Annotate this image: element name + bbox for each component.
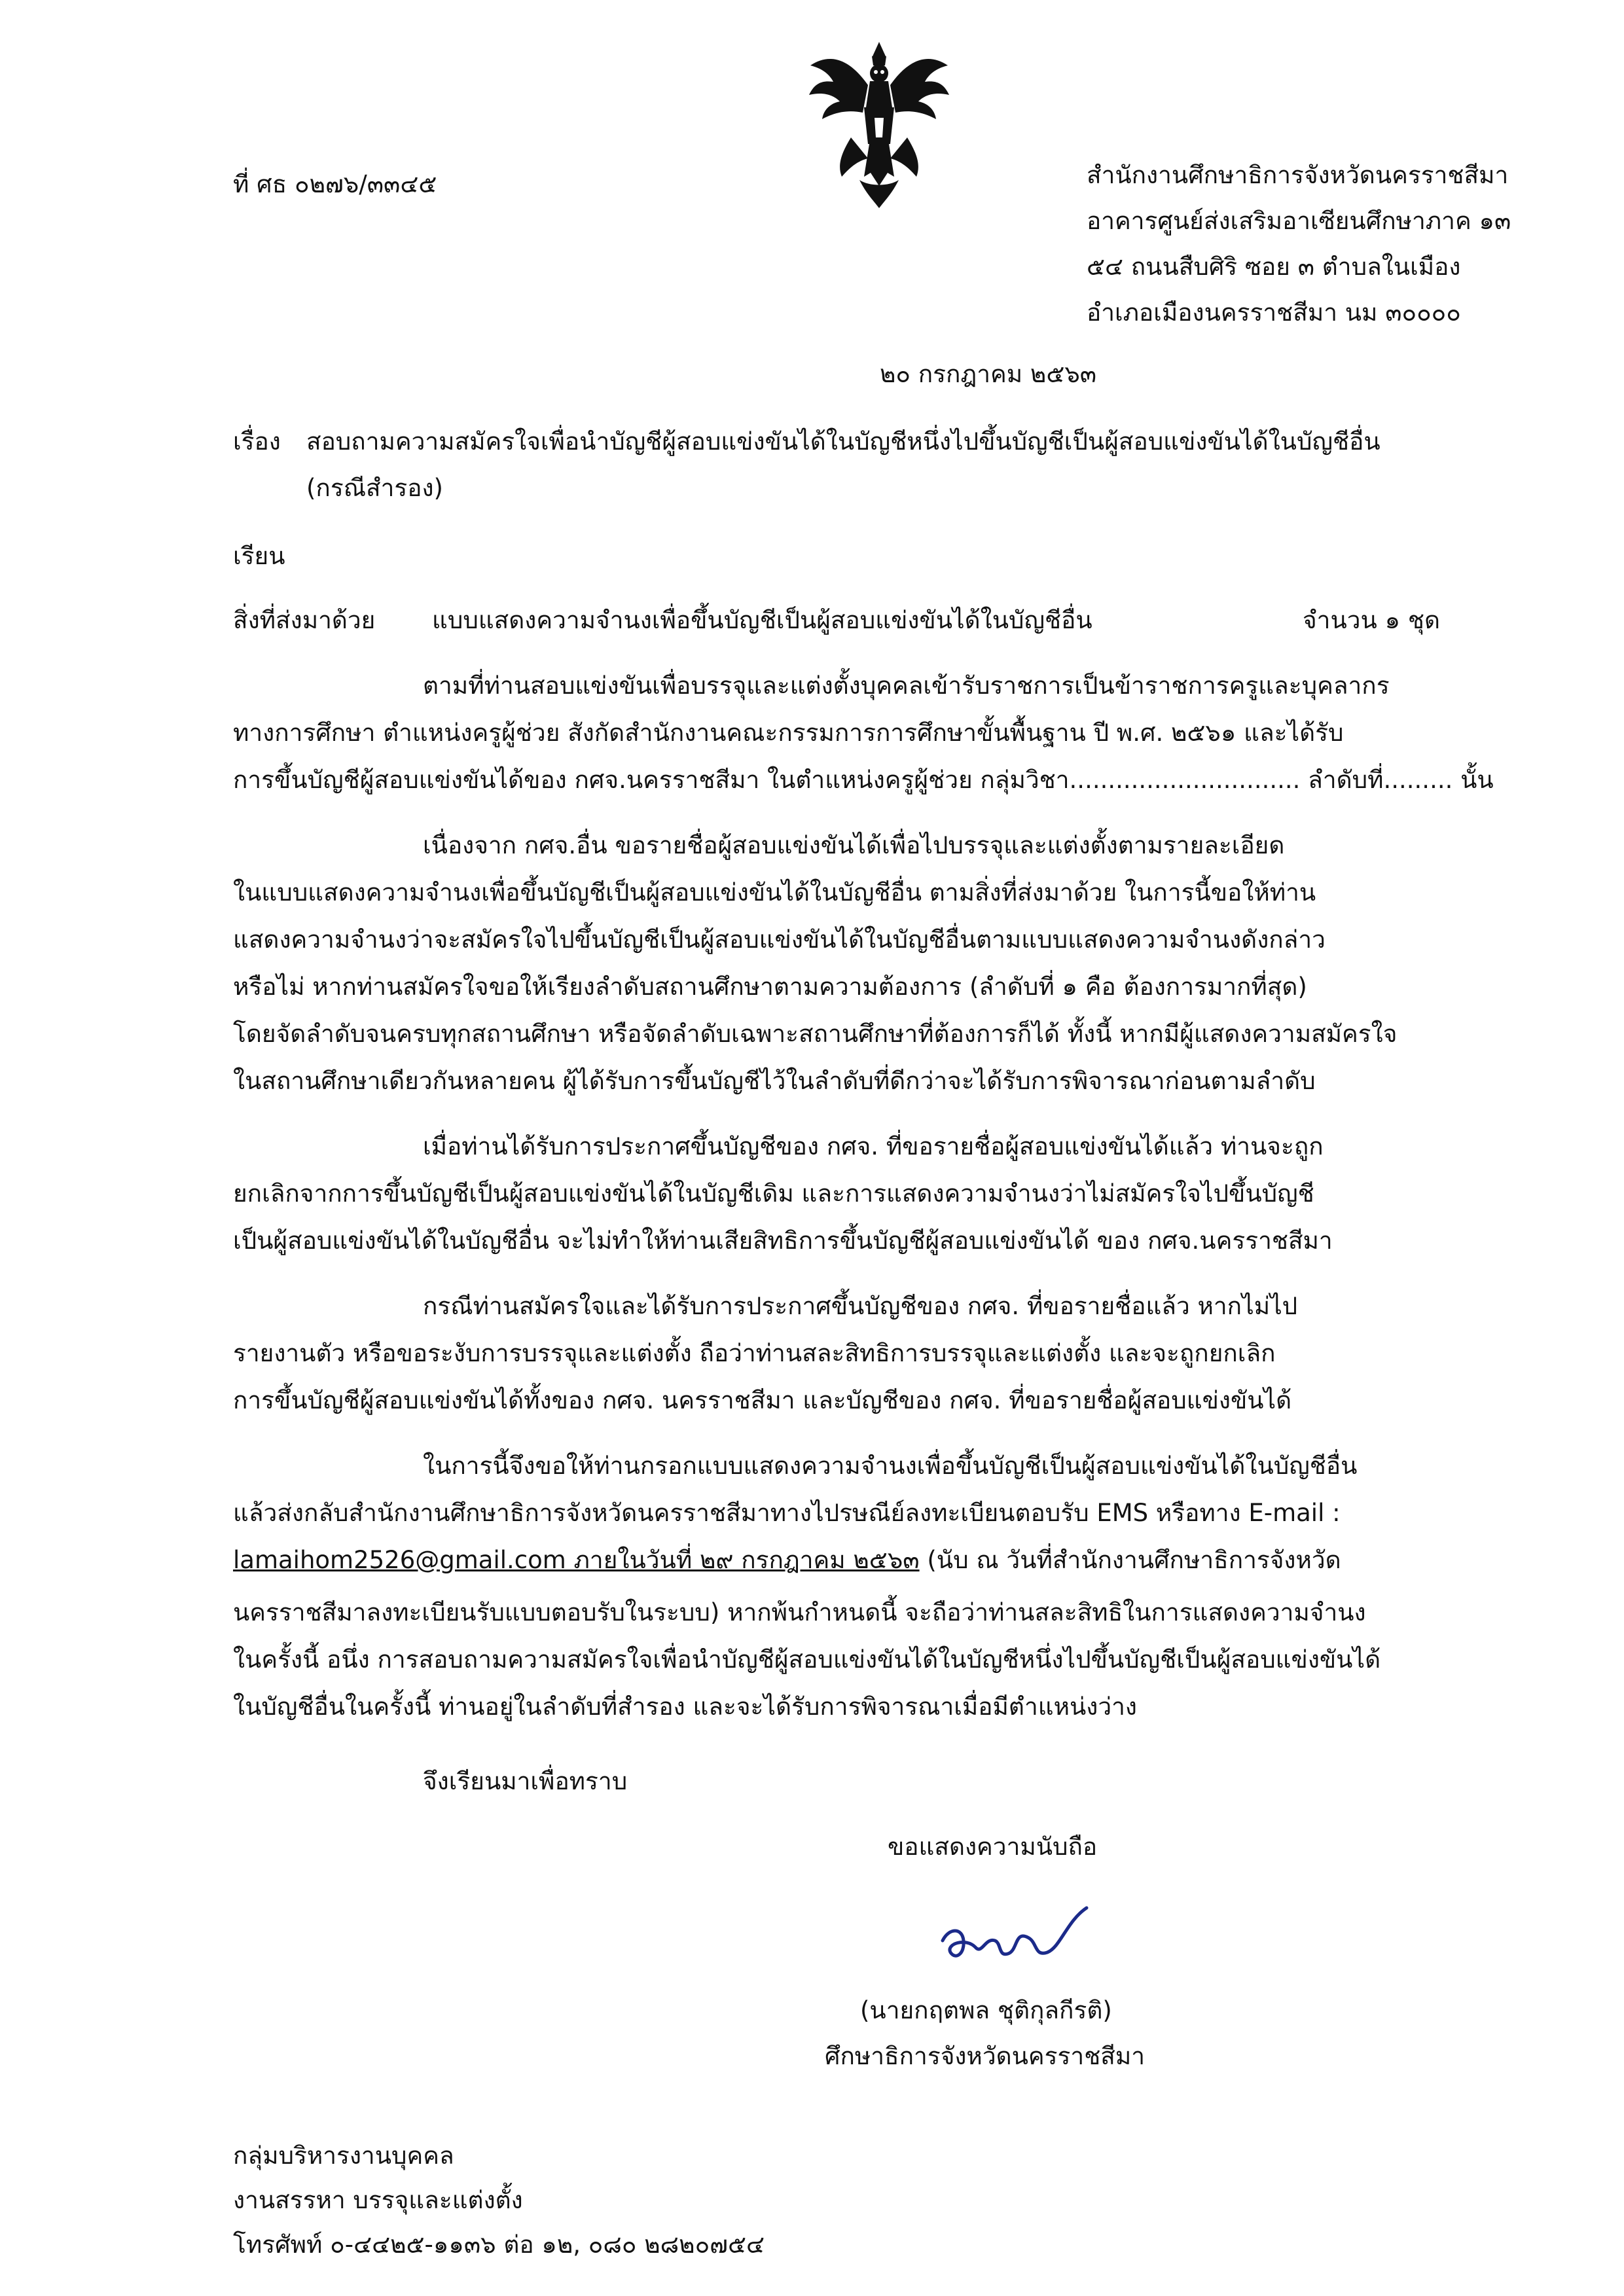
address-line-2: อาคารศูนย์ส่งเสริมอาเซียนศึกษาภาค ๑๓	[1087, 207, 1511, 235]
paragraph-2	[233, 822, 1477, 1105]
email-deadline-link[interactable]: lamaihom2526@gmail.com ภายในวันที่ ๒๙ กรกฎาคม ๒๕๖๓	[233, 1546, 920, 1574]
paragraph-line: แล้วส่งกลับสำนักงานศึกษาธิการจังหวัดนครราชสีมาทางไปรษณีย์ลงทะเบียนตอบรับ EMS หรือทาง E-mail :	[233, 1499, 1341, 1527]
enclosure-label: สิ่งที่ส่งมาด้วย	[233, 606, 376, 634]
subject-line-2: (กรณีสำรอง)	[306, 474, 443, 502]
enclosure-quantity: จำนวน ๑ ชุด	[1303, 606, 1440, 634]
paragraph-line: ในบัญชีอื่นในครั้งนี้ ท่านอยู่ในลำดับที่สำรอง และจะได้รับการพิจารณาเมื่อมีตำแหน่งว่าง	[233, 1693, 1137, 1721]
subject-label: เรื่อง	[233, 427, 281, 456]
paragraph-line: หรือไม่ หากท่านสมัครใจขอให้เรียงลำดับสถานศึกษาตามความต้องการ (ลำดับที่ ๑ คือ ต้องการมากที่สุด)	[233, 973, 1307, 1001]
footer-section: งานสรรหา บรรจุและแต่งตั้ง	[233, 2186, 523, 2214]
paragraph-line: ในแบบแสดงความจำนงเพื่อขึ้นบัญชีเป็นผู้สอบแข่งขันได้ในบัญชีอื่น ตามสิ่งที่ส่งมาด้วย ในการนี้ขอให้ท่าน	[233, 878, 1316, 906]
paragraph-line: เมื่อท่านได้รับการประกาศขึ้นบัญชีของ กศจ. ที่ขอรายชื่อผู้สอบแข่งขันได้แล้ว ท่านจะถูก	[423, 1132, 1324, 1160]
paragraph-line: การขึ้นบัญชีผู้สอบแข่งขันได้ทั้งของ กศจ. นครราชสีมา และบัญชีของ กศจ. ที่ขอรายชื่อผู้สอบแข่งขันได้	[233, 1386, 1292, 1414]
reference-number: ที่ ศธ ๐๒๗๖/๓๓๔๕	[233, 170, 437, 198]
signer-name: (นายกฤตพล ชุติกุลกีรติ)	[860, 1996, 1112, 2024]
address-line-3: ๕๔ ถนนสืบศิริ ซอย ๓ ตำบลในเมือง	[1087, 253, 1461, 281]
paragraph-4	[233, 1283, 1477, 1424]
paragraph-line: ในครั้งนี้ อนึ่ง การสอบถามความสมัครใจเพื่อนำบัญชีผู้สอบแข่งขันได้ในบัญชีหนึ่งไปขึ้นบัญชีเป็นผู้สอบแข่งขันได้	[233, 1645, 1381, 1674]
paragraph-line: รายงานตัว หรือขอระงับการบรรจุและแต่งตั้ง ถือว่าท่านสละสิทธิการบรรจุและแต่งตั้ง และจะถูกยกเลิก	[233, 1339, 1276, 1367]
subject-line-1: สอบถามความสมัครใจเพื่อนำบัญชีผู้สอบแข่งขันได้ในบัญชีหนึ่งไปขึ้นบัญชีเป็นผู้สอบแข่งขันได้ในบัญชีอื่น	[306, 427, 1380, 456]
paragraph-1	[233, 662, 1494, 804]
paragraph-line: นครราชสีมาลงทะเบียนรับแบบตอบรับในระบบ) หากพ้นกำหนดนี้ จะถือว่าท่านสละสิทธิในการแสดงความจำนง	[233, 1598, 1366, 1626]
paragraph-line: ในการนี้จึงขอให้ท่านกรอกแบบแสดงความจำนงเพื่อขึ้นบัญชีเป็นผู้สอบแข่งขันได้ในบัญชีอื่น	[423, 1452, 1358, 1480]
paragraph-line: กรณีท่านสมัครใจและได้รับการประกาศขึ้นบัญชีของ กศจ. ที่ขอรายชื่อแล้ว หากไม่ไป	[423, 1292, 1298, 1320]
paragraph-line: แสดงความจำนงว่าจะสมัครใจไปขึ้นบัญชีเป็นผู้สอบแข่งขันได้ในบัญชีอื่นตามแบบแสดงความจำนงดังกล่าว	[233, 925, 1326, 954]
closing-request: จึงเรียนมาเพื่อทราบ	[423, 1767, 628, 1795]
enclosure-item: แบบแสดงความจำนงเพื่อขึ้นบัญชีเป็นผู้สอบแข่งขันได้ในบัญชีอื่น	[432, 606, 1092, 634]
footer-phone: โทรศัพท์ ๐-๔๔๒๕-๑๑๓๖ ต่อ ๑๒, ๐๘๐ ๒๘๒๐๗๕๔	[233, 2231, 765, 2259]
address-line-1: สำนักงานศึกษาธิการจังหวัดนครราชสีมา	[1087, 161, 1509, 189]
signature-icon	[936, 1901, 1093, 1973]
paragraph-line: โดยจัดลำดับจนครบทุกสถานศึกษา หรือจัดลำดับเฉพาะสถานศึกษาที่ต้องการก็ได้ ทั้งนี้ หากมีผู้แสดงความสมัครใจ	[233, 1020, 1398, 1048]
paragraph-3	[233, 1123, 1477, 1265]
paragraph-line: ในสถานศึกษาเดียวกันหลายคน ผู้ได้รับการขึ้นบัญชีไว้ในลำดับที่ดีกว่าจะได้รับการพิจารณาก่อนตามลำดับ	[233, 1067, 1316, 1095]
paragraph-line: ยกเลิกจากการขึ้นบัญชีเป็นผู้สอบแข่งขันได้ในบัญชีเดิม และการแสดงความจำนงว่าไม่สมัครใจไปขึ้นบัญชี	[233, 1179, 1314, 1208]
closing-phrase: ขอแสดงความนับถือ	[888, 1833, 1098, 1861]
paragraph-line: ทางการศึกษา ตำแหน่งครูผู้ช่วย สังกัดสำนักงานคณะกรรมการการศึกษาขั้นพื้นฐาน ปี พ.ศ. ๒๕๖๑ และได้รับ	[233, 719, 1344, 747]
paragraph-line: การขึ้นบัญชีผู้สอบแข่งขันได้ของ กศจ.นครราชสีมา ในตำแหน่งครูผู้ช่วย กลุ่มวิชา.............................. ลำดับที่......... นั้น	[233, 766, 1494, 794]
paragraph-line: ตามที่ท่านสอบแข่งขันเพื่อบรรจุและแต่งตั้งบุคคลเข้ารับราชการเป็นข้าราชการครูและบุคลากร	[423, 672, 1390, 700]
salutation: เรียน	[233, 542, 285, 570]
paragraph-5	[233, 1443, 1477, 1731]
garuda-emblem-icon	[804, 39, 954, 209]
paragraph-fragment: (นับ ณ วันที่สำนักงานศึกษาธิการจังหวัด	[919, 1546, 1341, 1574]
paragraph-line: เป็นผู้สอบแข่งขันได้ในบัญชีอื่น จะไม่ทำให้ท่านเสียสิทธิการขึ้นบัญชีผู้สอบแข่งขันได้ ของ กศจ.นครราชสีมา	[233, 1227, 1333, 1255]
letter-date: ๒๐ กรกฎาคม ๒๕๖๓	[880, 360, 1097, 388]
paragraph-line	[233, 1537, 1477, 1584]
paragraph-line: เนื่องจาก กศจ.อื่น ขอรายชื่อผู้สอบแข่งขันได้เพื่อไปบรรจุและแต่งตั้งตามรายละเอียด	[423, 831, 1285, 859]
signer-position: ศึกษาธิการจังหวัดนครราชสีมา	[825, 2042, 1146, 2070]
address-line-4: อำเภอเมืองนครราชสีมา นม ๓๐๐๐๐	[1087, 298, 1461, 327]
footer-department: กลุ่มบริหารงานบุคคล	[233, 2142, 454, 2170]
